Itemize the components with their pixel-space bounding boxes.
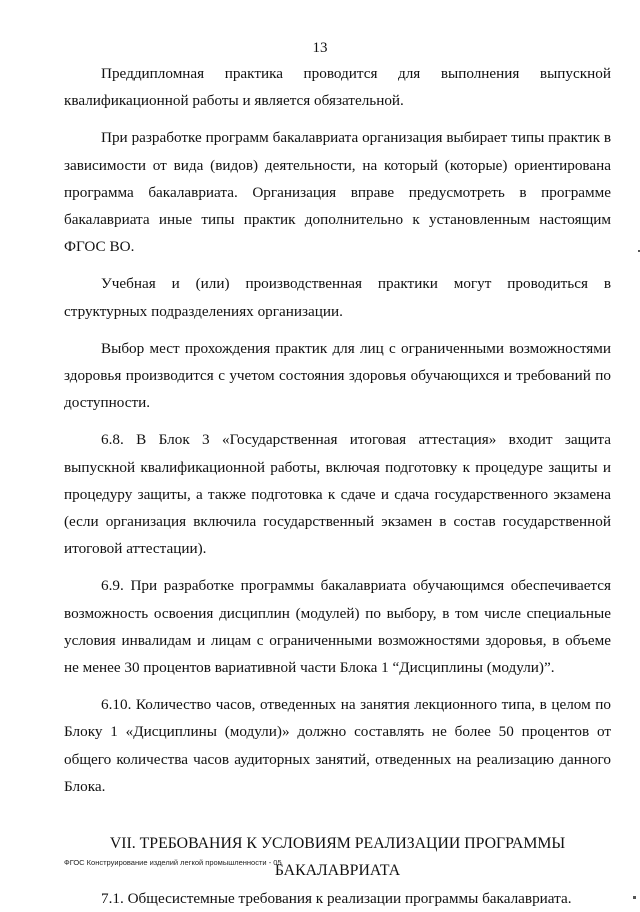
paragraph-6-8: 6.8. В Блок 3 «Государственная итоговая аттестация» входит защита выпускной квалификационной работы, включая подготовку к процедуре защиты и процедуру защиты, а также подготовка к сдаче и сдача государственного экзамена (если организация включила государственный экзамен в состав государственной итоговой аттестации).: [64, 431, 611, 558]
paragraph-practice-location: Учебная и (или) производственная практики могут проводиться в структурных подразделениях организации.: [64, 275, 611, 320]
page-footer: ФГОС Конструирование изделий легкой промышленности - 05: [64, 858, 282, 867]
paragraph-predegree-practice: Преддипломная практика проводится для выполнения выпускной квалификационной работы и является обязательной.: [64, 65, 611, 110]
subsection-7-1: 7.1. Общесистемные требования к реализации программы бакалавриата.: [101, 890, 572, 908]
paragraph-practice-types: При разработке программ бакалавриата организация выбирает типы практик в зависимости от вида (видов) деятельности, на который (которые) ориентирована программа бакалавриата. Организация вправе предусмотреть в программе бакалавриата иные типы практик дополнительно к установленным настоящим ФГОС ВО.: [64, 129, 611, 256]
paragraph-disability-practice: Выбор мест прохождения практик для лиц с ограниченными возможностями здоровья производится с учетом состояния здоровья обучающихся и требований по доступности.: [64, 339, 611, 412]
section-heading-line-1: VII. ТРЕБОВАНИЯ К УСЛОВИЯМ РЕАЛИЗАЦИИ ПРОГРАММЫ: [109, 835, 566, 853]
paragraph-6-10: 6.10. Количество часов, отведенных на занятия лекционного типа, в целом по Блоку 1 «Дисциплины (модули)» должно составлять не более 50 процентов от общего количества часов аудиторных занятий, отведенных на реализацию данного Блока.: [64, 696, 611, 795]
page-number: 13: [312, 40, 328, 56]
paragraph-6-9: 6.9. При разработке программы бакалавриата обучающимся обеспечивается возможность освоения дисциплин (модулей) по выбору, в том числе специальные условия инвалидам и лицам с ограниченными возможностями здоровья, в объеме не менее 30 процентов вариативной части Блока 1 “Дисциплины (модули)”.: [64, 577, 611, 677]
document-body: [64, 60, 611, 912]
section-heading-line-2: БАКАЛАВРИАТА: [274, 862, 401, 880]
scan-speck: [633, 896, 636, 899]
